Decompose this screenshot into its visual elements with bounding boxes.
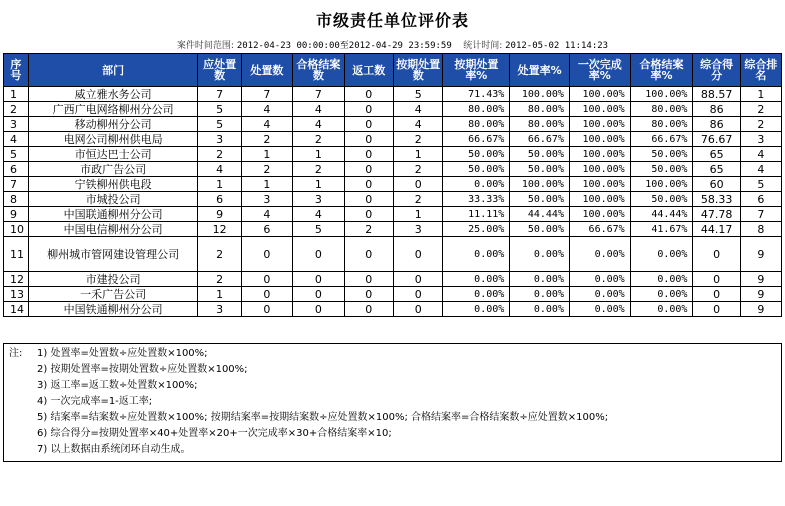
cell-should-handle: 5	[198, 102, 241, 117]
cell-qualified-closed: 4	[293, 117, 344, 132]
note-line: 7) 以上数据由系统闭环自动生成。	[37, 444, 191, 455]
cell-dept: 中国电信柳州分公司	[28, 222, 198, 237]
cell-handled: 1	[241, 147, 292, 162]
cell-qualified-rate: 66.67%	[630, 132, 693, 147]
table-row	[4, 272, 782, 287]
cell-score: 65	[693, 147, 740, 162]
cell-seq: 12	[4, 272, 29, 287]
cell-rework: 0	[344, 207, 393, 222]
cell-seq: 5	[4, 147, 29, 162]
cell-handled: 0	[241, 302, 292, 317]
header-cell: 合格结案数	[293, 54, 344, 87]
cell-qualified-closed: 0	[293, 302, 344, 317]
cell-rework: 0	[344, 102, 393, 117]
cell-rank: 1	[740, 87, 781, 102]
cell-handled: 4	[241, 207, 292, 222]
cell-rank: 3	[740, 132, 781, 147]
cell-seq: 4	[4, 132, 29, 147]
cell-seq: 9	[4, 207, 29, 222]
cell-handled: 0	[241, 287, 292, 302]
cell-handle-rate: 100.00%	[510, 177, 570, 192]
cell-handled: 3	[241, 192, 292, 207]
cell-ontime-rate: 80.00%	[443, 102, 510, 117]
cell-ontime-handled: 0	[394, 237, 443, 272]
cell-handle-rate: 80.00%	[510, 117, 570, 132]
cell-qualified-closed: 2	[293, 132, 344, 147]
cell-should-handle: 7	[198, 87, 241, 102]
table-row	[4, 192, 782, 207]
cell-dept: 中国铁通柳州分公司	[28, 302, 198, 317]
cell-first-time-rate: 0.00%	[569, 237, 630, 272]
cell-score: 58.33	[693, 192, 740, 207]
cell-qualified-closed: 1	[293, 177, 344, 192]
cell-qualified-rate: 0.00%	[630, 287, 693, 302]
cell-handle-rate: 0.00%	[510, 287, 570, 302]
cell-qualified-closed: 0	[293, 237, 344, 272]
stat-time-value: 2012-05-02 11:14:23	[505, 41, 609, 51]
cell-rework: 0	[344, 117, 393, 132]
table-row	[4, 207, 782, 222]
cell-dept: 移动柳州分公司	[28, 117, 198, 132]
note-line: 2) 按期处置率=按期处置数÷应处置数×100%;	[37, 364, 248, 375]
evaluation-table	[3, 53, 782, 317]
cell-dept: 威立雅水务公司	[28, 87, 198, 102]
cell-ontime-handled: 0	[394, 272, 443, 287]
cell-handled: 0	[241, 237, 292, 272]
cell-score: 0	[693, 287, 740, 302]
cell-seq: 14	[4, 302, 29, 317]
cell-ontime-handled: 0	[394, 287, 443, 302]
note-line: 4) 一次完成率=1-返工率;	[37, 396, 153, 407]
cell-seq: 3	[4, 117, 29, 132]
cell-first-time-rate: 100.00%	[569, 117, 630, 132]
cell-handled: 4	[241, 117, 292, 132]
note-line: 5) 结案率=结案数÷应处置数×100%; 按期结案率=按期结案数÷应处置数×100%; 合格结案率=合格结案数÷应处置数×100%;	[37, 412, 609, 423]
report-time-range	[0, 38, 785, 51]
cell-rank: 8	[740, 222, 781, 237]
cell-score: 86	[693, 117, 740, 132]
cell-first-time-rate: 100.00%	[569, 132, 630, 147]
cell-handled: 0	[241, 272, 292, 287]
cell-ontime-handled: 1	[394, 207, 443, 222]
cell-ontime-rate: 80.00%	[443, 117, 510, 132]
cell-rank: 6	[740, 192, 781, 207]
cell-score: 0	[693, 237, 740, 272]
cell-first-time-rate: 0.00%	[569, 302, 630, 317]
case-time-value: 2012-04-23 00:00:00至2012-04-29 23:59:59	[236, 41, 452, 51]
cell-ontime-handled: 0	[394, 177, 443, 192]
cell-dept: 市城投公司	[28, 192, 198, 207]
cell-qualified-rate: 50.00%	[630, 192, 693, 207]
cell-qualified-rate: 100.00%	[630, 87, 693, 102]
cell-should-handle: 3	[198, 302, 241, 317]
cell-should-handle: 1	[198, 287, 241, 302]
header-cell: 综合得分	[693, 54, 740, 87]
cell-score: 0	[693, 302, 740, 317]
cell-qualified-closed: 0	[293, 272, 344, 287]
cell-ontime-rate: 0.00%	[443, 287, 510, 302]
cell-dept: 中国联通柳州分公司	[28, 207, 198, 222]
cell-should-handle: 2	[198, 237, 241, 272]
cell-ontime-rate: 50.00%	[443, 162, 510, 177]
report-title: 市级责任单位评价表	[315, 11, 469, 30]
cell-handle-rate: 0.00%	[510, 302, 570, 317]
cell-dept: 市恒达巴士公司	[28, 147, 198, 162]
cell-ontime-rate: 0.00%	[443, 177, 510, 192]
cell-rank: 2	[740, 117, 781, 132]
notes-prefix: 注:	[9, 348, 23, 359]
cell-qualified-closed: 4	[293, 102, 344, 117]
cell-dept: 广西广电网络柳州分公司	[28, 102, 198, 117]
cell-first-time-rate: 100.00%	[569, 162, 630, 177]
header-cell: 部门	[28, 54, 198, 87]
cell-ontime-handled: 3	[394, 222, 443, 237]
cell-seq: 6	[4, 162, 29, 177]
cell-rank: 9	[740, 287, 781, 302]
cell-ontime-rate: 33.33%	[443, 192, 510, 207]
header-cell: 返工数	[344, 54, 393, 87]
cell-handled: 7	[241, 87, 292, 102]
cell-should-handle: 12	[198, 222, 241, 237]
cell-rework: 0	[344, 147, 393, 162]
cell-qualified-rate: 41.67%	[630, 222, 693, 237]
cell-ontime-handled: 5	[394, 87, 443, 102]
cell-rework: 0	[344, 162, 393, 177]
table-row	[4, 147, 782, 162]
cell-first-time-rate: 0.00%	[569, 287, 630, 302]
cell-seq: 11	[4, 237, 29, 272]
cell-rework: 0	[344, 272, 393, 287]
cell-score: 65	[693, 162, 740, 177]
notes-box	[3, 343, 782, 462]
note-line: 3) 返工率=返工数÷处置数×100%;	[37, 380, 198, 391]
cell-seq: 8	[4, 192, 29, 207]
cell-handled: 4	[241, 102, 292, 117]
cell-seq: 1	[4, 87, 29, 102]
cell-rework: 0	[344, 177, 393, 192]
cell-qualified-rate: 44.44%	[630, 207, 693, 222]
cell-dept: 柳州城市管网建设管理公司	[28, 237, 198, 272]
cell-should-handle: 4	[198, 162, 241, 177]
cell-ontime-handled: 2	[394, 192, 443, 207]
cell-handled: 1	[241, 177, 292, 192]
cell-should-handle: 1	[198, 177, 241, 192]
cell-handled: 6	[241, 222, 292, 237]
cell-first-time-rate: 100.00%	[569, 87, 630, 102]
table-row	[4, 237, 782, 272]
cell-dept: 电网公司柳州供电局	[28, 132, 198, 147]
cell-qualified-rate: 100.00%	[630, 177, 693, 192]
cell-seq: 13	[4, 287, 29, 302]
header-cell: 处置数	[241, 54, 292, 87]
cell-handle-rate: 100.00%	[510, 87, 570, 102]
cell-rank: 4	[740, 162, 781, 177]
table-header-row	[4, 54, 782, 87]
cell-dept: 一禾广告公司	[28, 287, 198, 302]
table-row	[4, 302, 782, 317]
cell-handle-rate: 0.00%	[510, 272, 570, 287]
cell-qualified-closed: 2	[293, 162, 344, 177]
cell-should-handle: 9	[198, 207, 241, 222]
cell-handle-rate: 66.67%	[510, 132, 570, 147]
cell-handle-rate: 80.00%	[510, 102, 570, 117]
cell-qualified-rate: 80.00%	[630, 117, 693, 132]
cell-rank: 7	[740, 207, 781, 222]
cell-qualified-rate: 0.00%	[630, 237, 693, 272]
cell-first-time-rate: 100.00%	[569, 177, 630, 192]
cell-handle-rate: 50.00%	[510, 192, 570, 207]
cell-qualified-closed: 1	[293, 147, 344, 162]
cell-dept: 宁铁柳州供电段	[28, 177, 198, 192]
cell-rank: 5	[740, 177, 781, 192]
cell-rework: 0	[344, 237, 393, 272]
cell-ontime-handled: 4	[394, 117, 443, 132]
cell-should-handle: 2	[198, 272, 241, 287]
cell-ontime-handled: 0	[394, 302, 443, 317]
cell-score: 60	[693, 177, 740, 192]
cell-handle-rate: 44.44%	[510, 207, 570, 222]
cell-ontime-rate: 50.00%	[443, 147, 510, 162]
header-cell: 按期处置数	[394, 54, 443, 87]
cell-qualified-rate: 0.00%	[630, 302, 693, 317]
cell-handle-rate: 50.00%	[510, 222, 570, 237]
cell-qualified-closed: 4	[293, 207, 344, 222]
table-row	[4, 87, 782, 102]
cell-handle-rate: 50.00%	[510, 162, 570, 177]
cell-qualified-rate: 50.00%	[630, 147, 693, 162]
cell-ontime-rate: 11.11%	[443, 207, 510, 222]
cell-qualified-rate: 80.00%	[630, 102, 693, 117]
cell-score: 0	[693, 272, 740, 287]
cell-rework: 0	[344, 302, 393, 317]
table-row	[4, 102, 782, 117]
cell-rework: 0	[344, 87, 393, 102]
cell-score: 44.17	[693, 222, 740, 237]
cell-rework: 2	[344, 222, 393, 237]
cell-handle-rate: 50.00%	[510, 147, 570, 162]
cell-rework: 0	[344, 287, 393, 302]
cell-ontime-rate: 0.00%	[443, 237, 510, 272]
cell-rank: 9	[740, 237, 781, 272]
table-row	[4, 117, 782, 132]
table-row	[4, 162, 782, 177]
cell-handle-rate: 0.00%	[510, 237, 570, 272]
header-cell: 处置率%	[510, 54, 570, 87]
cell-seq: 10	[4, 222, 29, 237]
cell-rank: 9	[740, 302, 781, 317]
cell-score: 76.67	[693, 132, 740, 147]
cell-ontime-rate: 0.00%	[443, 302, 510, 317]
cell-score: 86	[693, 102, 740, 117]
cell-rank: 2	[740, 102, 781, 117]
cell-ontime-handled: 1	[394, 147, 443, 162]
header-cell: 综合排名	[740, 54, 781, 87]
stat-time-label: 统计时间:	[463, 41, 503, 51]
cell-qualified-closed: 5	[293, 222, 344, 237]
cell-qualified-rate: 50.00%	[630, 162, 693, 177]
cell-first-time-rate: 0.00%	[569, 272, 630, 287]
cell-qualified-closed: 7	[293, 87, 344, 102]
cell-ontime-rate: 66.67%	[443, 132, 510, 147]
cell-first-time-rate: 66.67%	[569, 222, 630, 237]
cell-qualified-rate: 0.00%	[630, 272, 693, 287]
cell-rework: 0	[344, 192, 393, 207]
cell-handled: 2	[241, 162, 292, 177]
cell-rank: 9	[740, 272, 781, 287]
cell-qualified-closed: 0	[293, 287, 344, 302]
cell-first-time-rate: 100.00%	[569, 102, 630, 117]
cell-should-handle: 5	[198, 117, 241, 132]
header-cell: 合格结案率%	[630, 54, 693, 87]
cell-score: 47.78	[693, 207, 740, 222]
cell-qualified-closed: 3	[293, 192, 344, 207]
table-row	[4, 132, 782, 147]
cell-ontime-rate: 0.00%	[443, 272, 510, 287]
table-row	[4, 287, 782, 302]
cell-ontime-rate: 25.00%	[443, 222, 510, 237]
cell-should-handle: 3	[198, 132, 241, 147]
cell-ontime-handled: 2	[394, 162, 443, 177]
cell-first-time-rate: 100.00%	[569, 192, 630, 207]
note-line: 注: 1) 处置率=处置数÷应处置数×100%;	[9, 348, 208, 359]
cell-dept: 市政广告公司	[28, 162, 198, 177]
cell-rework: 0	[344, 132, 393, 147]
case-time-label: 案件时间范围:	[176, 41, 234, 51]
cell-should-handle: 2	[198, 147, 241, 162]
cell-handled: 2	[241, 132, 292, 147]
header-cell: 按期处置率%	[443, 54, 510, 87]
cell-ontime-handled: 4	[394, 102, 443, 117]
cell-rank: 4	[740, 147, 781, 162]
cell-ontime-handled: 2	[394, 132, 443, 147]
header-cell: 应处置数	[198, 54, 241, 87]
cell-seq: 2	[4, 102, 29, 117]
cell-ontime-rate: 71.43%	[443, 87, 510, 102]
table-row	[4, 177, 782, 192]
cell-first-time-rate: 100.00%	[569, 147, 630, 162]
cell-score: 88.57	[693, 87, 740, 102]
cell-first-time-rate: 100.00%	[569, 207, 630, 222]
cell-should-handle: 6	[198, 192, 241, 207]
table-row	[4, 222, 782, 237]
note-line: 6) 综合得分=按期处置率×40+处置率×20+一次完成率×30+合格结案率×10;	[37, 428, 392, 439]
cell-dept: 市建投公司	[28, 272, 198, 287]
header-cell: 序号	[4, 54, 29, 87]
header-cell: 一次完成率%	[569, 54, 630, 87]
cell-seq: 7	[4, 177, 29, 192]
